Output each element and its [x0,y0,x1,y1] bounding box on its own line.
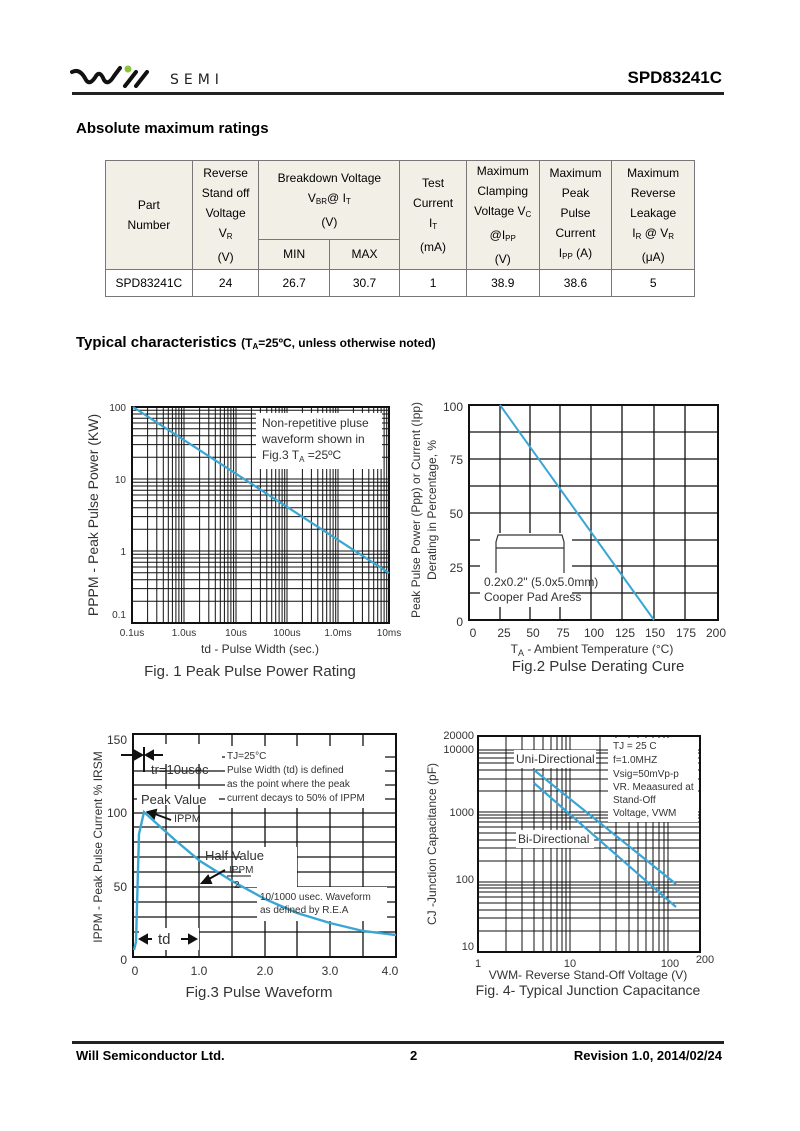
svg-text:10: 10 [563,958,577,970]
fig2-y-label-line1: Peak Pulse Power (Ppp) or Current (Ipp) [409,401,423,619]
fig3-ippm-label: IPPM [174,813,201,825]
fig3-x-ticks [132,964,399,978]
fig4-x-label: VWM- Reverse Stand-Off Voltage (V) [488,968,688,982]
fig1-peak-pulse-power-chart [80,395,410,690]
svg-text:1.0: 1.0 [190,964,208,978]
svg-text:Vsig=50mVp-p: Vsig=50mVp-p [613,769,679,780]
fig3-half-denominator: 2 [234,880,240,891]
will-semi-logo [70,60,224,90]
fig3-caption: Fig.3 Pulse Waveform [185,984,333,1001]
svg-text:1.0us: 1.0us [171,628,197,639]
svg-text:0: 0 [120,953,127,967]
section-title-characteristics: Typical characteristics ($T_A=25ºC$, unless otherwise noted) [76,334,436,351]
cell-vc: 38.9 [466,270,539,297]
fig1-y-ticks [109,403,126,621]
logo-mark-icon [70,64,162,90]
svg-text:0: 0 [469,626,477,640]
cell-it: 1 [400,270,467,297]
fig1-annotation-line3: Fig.3 $T_A$ =25ºC [262,448,342,464]
fig3-y-label: IPPM - Peak Pulse Current % IRSM [91,751,105,943]
svg-text:50: 50 [449,507,463,521]
svg-text:2.0: 2.0 [256,964,274,978]
fig1-annotation-line2: waveform shown in [262,432,365,446]
cell-vr: 24 [192,270,259,297]
svg-text:1: 1 [474,958,482,970]
col-header-ir: Maximum Reverse Leakage $I_R$ @ $V_R$ (μA) [612,161,695,270]
cell-vbr-max: 30.7 [329,270,399,297]
svg-text:100us: 100us [273,628,301,639]
fig2-annotation-line2: Cooper Pad Aress [484,590,582,604]
svg-text:20000: 20000 [443,730,474,742]
ratings-table [105,160,695,297]
fig4-uni-label: Uni-Directional [516,752,595,766]
fig3-td-label: td [158,931,171,948]
fig1-x-label: td - Pulse Width (sec.) [200,642,320,656]
col-header-vbr-min: MIN [259,239,329,269]
col-header-vbr: Breakdown Voltage $V_{BR}@$ $I_T$ (V) [259,161,400,240]
fig2-x-label: $T_A$ - Ambient Temperature (°C) [510,642,674,658]
fig2-annotation-line1: 0.2x0.2" (5.0x5.0mm) [484,575,599,589]
svg-text:0: 0 [131,964,139,978]
svg-text:Stand-Off: Stand-Off [613,795,656,806]
svg-text:100: 100 [106,806,127,820]
svg-text:Pulse Width (td) is defined: Pulse Width (td) is defined [227,765,344,776]
svg-text:100: 100 [109,403,126,414]
svg-text:100: 100 [583,626,605,640]
fig3-y-ticks [107,733,127,967]
svg-text:10: 10 [114,475,126,486]
col-header-vr: Reverse Stand off Voltage $V_R$ (V) [192,161,259,270]
part-number-title: SPD83241C [627,68,722,87]
fig2-caption: Fig.2 Pulse Derating Cure [511,658,685,675]
logo-text: SEMI [170,72,224,88]
svg-text:150: 150 [106,733,127,747]
svg-text:0.1us: 0.1us [119,628,145,639]
svg-text:10us: 10us [225,628,247,639]
svg-text:as defined by R.E.A: as defined by R.E.A [260,905,349,916]
fig4-junction-capacitance-chart [420,722,720,1012]
svg-text:100: 100 [660,958,680,970]
svg-text:50: 50 [526,626,540,640]
svg-text:1000: 1000 [449,807,474,819]
fig2-y-ticks [443,400,463,629]
svg-text:as the point where the peak: as the point where the peak [227,779,350,790]
svg-text:10000: 10000 [443,744,474,756]
fig2-pulse-derating-chart [400,395,740,685]
svg-text:175: 175 [675,626,697,640]
svg-text:100: 100 [442,400,463,414]
svg-text:TJ=25°C: TJ=25°C [227,751,267,762]
fig1-caption: Fig. 1 Peak Pulse Power Rating [144,663,356,680]
svg-text:10: 10 [461,941,474,953]
fig2-y-label-line2: Derating in Percentage, % [425,439,439,581]
svg-text:25: 25 [449,561,463,575]
svg-text:1: 1 [120,547,126,558]
fig2-x-ticks [470,626,727,640]
fig1-x-ticks [120,628,401,639]
svg-text:3.0: 3.0 [321,964,339,978]
svg-text:f=1.0MHZ: f=1.0MHZ [613,755,658,766]
svg-text:200: 200 [695,954,715,966]
col-header-part: Part Number [106,161,193,270]
footer-divider [72,1041,724,1044]
col-header-vc: Maximum Clamping Voltage $V_C$ $@I_{PP}$ (V) [466,161,539,270]
fig1-y-label: PPPM - Peak Pulse Power (KW) [85,413,101,617]
col-header-it: Test Current $I_T$ (mA) [400,161,467,270]
svg-text:current decays to 50% of IPPM: current decays to 50% of IPPM [227,793,365,804]
fig4-caption: Fig. 4- Typical Junction Capacitance [475,982,701,998]
header-divider [72,92,724,95]
svg-text:50: 50 [113,880,127,894]
fig3-pulse-waveform-chart [85,722,405,1012]
fig3-half-label: Half Value [205,848,265,863]
footer-company: Will Semiconductor Ltd. [76,1048,225,1063]
fig4-y-label: CJ -Junction Capacitance (pF) [425,762,439,926]
cell-ir: 5 [612,270,695,297]
svg-text:Voltage, VWM: Voltage, VWM [613,808,677,819]
svg-text:100: 100 [455,874,474,886]
svg-text:75: 75 [556,626,570,640]
fig3-peak-label: Peak Value [141,792,207,807]
col-header-vbr-max: MAX [329,239,399,269]
svg-text:0.1: 0.1 [112,610,126,621]
svg-text:10ms: 10ms [376,628,402,639]
fig4-y-ticks [443,730,474,953]
section-title-ratings: Absolute maximum ratings [76,120,269,137]
svg-text:VR. Meaasured at: VR. Meaasured at [613,782,694,793]
fig1-annotation-line1: Non-repetitive pluse [262,416,369,430]
svg-text:200: 200 [705,626,727,640]
svg-text:10/1000 usec. Waveform: 10/1000 usec. Waveform [260,892,371,903]
cell-vbr-min: 26.7 [259,270,329,297]
fig4-bi-label: Bi-Directional [518,832,590,846]
table-row [106,270,695,297]
svg-text:25: 25 [497,626,511,640]
svg-text:TJ = 25 C: TJ = 25 C [613,741,657,752]
svg-text:0: 0 [456,615,463,629]
cell-part: SPD83241C [106,270,193,297]
svg-text:150: 150 [644,626,666,640]
footer-page-number: 2 [410,1048,418,1063]
svg-text:4.0: 4.0 [381,964,399,978]
svg-text:1.0ms: 1.0ms [324,628,352,639]
col-header-ipp: Maximum Peak Pulse Current $I_{PP}$ (A) [539,161,612,270]
cell-ipp: 38.6 [539,270,612,297]
fig3-half-numerator: IPPM [229,865,254,876]
svg-text:75: 75 [449,453,463,467]
fig3-tr-label: tr=10usec [151,762,209,777]
svg-text:125: 125 [614,626,636,640]
footer-revision: Revision 1.0, 2014/02/24 [573,1048,722,1063]
